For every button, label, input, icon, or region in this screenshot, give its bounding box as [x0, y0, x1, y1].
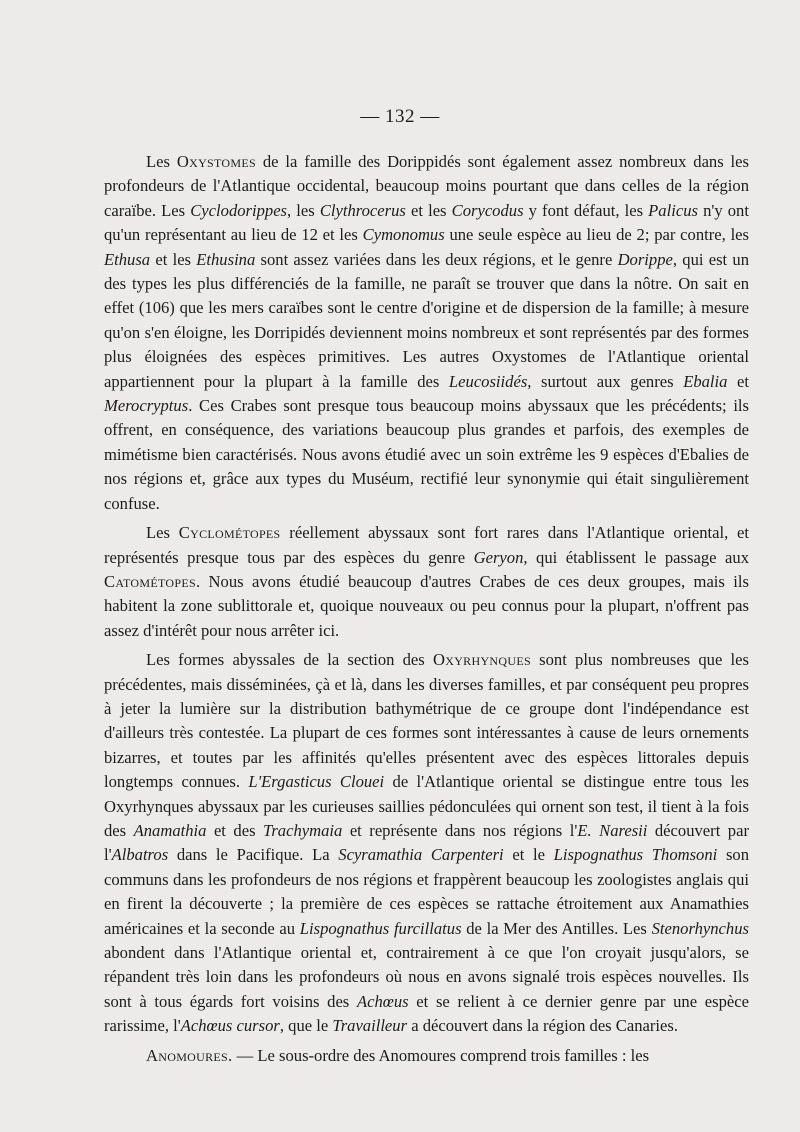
text-run: une seule espèce au lieu de 2; par contre, les: [444, 225, 749, 245]
italic-term: Achœus: [356, 991, 409, 1011]
text-run: de la Mer des Antilles. Les: [461, 918, 652, 938]
italic-term: Clythrocerus: [319, 200, 406, 220]
text-run: découvert par l': [104, 820, 749, 865]
paragraph-anomoures: [104, 1044, 749, 1068]
body-text: [104, 150, 749, 1068]
italic-term: Ethusa: [104, 249, 151, 269]
italic-term: Ethusina: [196, 249, 256, 269]
text-run: , les: [287, 200, 320, 220]
italic-term: Albatros: [111, 845, 169, 865]
italic-term: Travailleur: [332, 1016, 408, 1036]
text-run: réellement abyssaux sont fort rares dans l'Atlantique oriental, et représentés presque tous par des espèces du genre: [104, 523, 750, 567]
text-run: . Ces Crabes sont presque tous beaucoup moins abyssaux que les précédents; ils offrent, en conséquence, des variations beaucoup plus grandes et parfois, des exemples de mimétisme bien caractérisés. Nous avons étudié avec un soin extrême les 9 espèces d'Ebalies de nos régions et, grâce aux types du Muséum, rectifié leur synonymie qui était singulièrement confuse.: [104, 396, 749, 513]
text-run: son communs dans les profondeurs de nos régions et frappèrent beaucoup les zoologistes anglais qui en firent la découverte ; la première de ces espèces se rattache étroitement aux Anamathies américaines et la seconde au: [104, 845, 749, 938]
italic-term: Palicus: [648, 200, 698, 220]
italic-term: Dorippe: [617, 249, 673, 269]
text-run: , que le: [279, 1016, 333, 1036]
text-run: — Le sous-ordre des Anomoures comprend trois familles : les: [232, 1045, 650, 1065]
small-caps-term: Catométopes: [104, 571, 196, 591]
italic-term: Achœus cursor: [180, 1016, 280, 1036]
text-run: et se relient à ce dernier genre par une espèce rarissime, l': [104, 991, 750, 1036]
italic-term: Leucosiidés: [448, 371, 528, 391]
italic-term: Lispognathus Thomsoni: [553, 845, 718, 865]
text-run: n'y ont qu'un représentant au lieu de 12 et les: [104, 200, 749, 245]
paragraph-cyclometopes: [104, 521, 749, 643]
italic-term: Cymonomus: [362, 225, 445, 245]
italic-term: Stenorhynchus: [651, 918, 749, 938]
small-caps-term: Anomoures.: [146, 1045, 233, 1065]
text-run: y font défaut, les: [523, 200, 649, 220]
small-caps-term: Oxyrhynques: [432, 650, 531, 670]
text-run: Les: [146, 152, 177, 171]
text-run: , qui établissent le passage aux: [523, 547, 749, 567]
text-run: , surtout aux genres: [527, 371, 684, 391]
text-run: , qui est un des types les plus différenciés de la famille, ne paraît se trouver que dans la nôtre. On sait en effet (106) que les mers caraïbes sont le centre d'origine et de dispersion de la famille; à mesure qu'on s'en éloigne, les Dorripidés deviennent moins nombreux et sont représentés par des formes plus éloignées des espèces primitives. Les autres Oxystomes de l'Atlantique oriental appartiennent pour la plupart à la famille des: [104, 249, 749, 391]
text-run: de l'Atlantique oriental se distingue entre tous les Oxyrhynques abyssaux par les curieuses saillies pédonculées qui ornent son test, il tient à la fois des: [104, 772, 749, 840]
paragraph-oxyrhynques: [104, 648, 749, 1039]
small-caps-term: Oxystomes: [176, 152, 256, 171]
text-run: et les: [150, 249, 197, 269]
page-number: — 132 —: [360, 106, 440, 127]
paragraph-oxystomes: [104, 150, 749, 516]
italic-term: Corycodus: [451, 200, 524, 220]
text-run: Les formes abyssales de la section des: [146, 650, 433, 670]
italic-term: E. Naresii: [577, 820, 648, 840]
text-run: et représente dans nos régions l': [342, 820, 578, 840]
text-run: sont assez variées dans les deux régions, et le genre: [255, 249, 618, 269]
text-run: dans le Pacifique. La: [168, 845, 339, 865]
italic-term: L'Ergasticus Clouei: [248, 772, 385, 792]
text-run: et des: [206, 820, 264, 840]
italic-term: Anamathia: [133, 820, 207, 840]
text-run: et: [727, 371, 750, 391]
text-run: et les: [405, 200, 452, 220]
text-run: . Nous avons étudié beaucoup d'autres Crabes de ces deux groupes, mais ils habitent la zone sublittorale et, quoique nouveaux ou peu connus pour la plupart, n'offrent pas assez d'intérêt pour nous arrêter ici.: [104, 571, 749, 640]
text-run: Les: [146, 523, 179, 543]
small-caps-term: Cyclométopes: [178, 523, 281, 543]
italic-term: Merocryptus: [104, 396, 189, 416]
text-run: a découvert dans la région des Canaries.: [407, 1016, 678, 1036]
text-run: sont plus nombreuses que les précédentes, mais disséminées, çà et là, dans les diverses familles, et par conséquent peu propres à jeter la lumière sur la distribution bathymétrique de ce groupe dont l'indépendance est d'ailleurs très contestée. La plupart de ces formes sont intéressantes à cause de leurs ornements bizarres, et toutes par les affinités qu'elles présentent avec des espèces littorales depuis longtemps connues.: [104, 650, 749, 792]
italic-term: Trachymaia: [263, 820, 343, 840]
text-run: et le: [503, 845, 554, 865]
italic-term: Geryon: [473, 547, 524, 567]
italic-term: Scyramathia Carpenteri: [338, 845, 504, 865]
italic-term: Ebalia: [683, 371, 728, 391]
italic-term: Cyclodorippes: [190, 200, 288, 220]
italic-term: Lispognathus furcillatus: [299, 918, 462, 938]
text-run: de la famille des Dorippidés sont également assez nombreux dans les profondeurs de l'Atlantique occidental, beaucoup moins pourtant que dans celles de la région caraïbe. Les: [104, 152, 749, 220]
text-run: abondent dans l'Atlantique oriental et, contrairement à ce que l'on croyait jusqu'alors, se répandent très loin dans les profondeurs où nous en avons signalé trois espèces nouvelles. Ils sont à tous égards fort voisins des: [104, 943, 749, 1011]
